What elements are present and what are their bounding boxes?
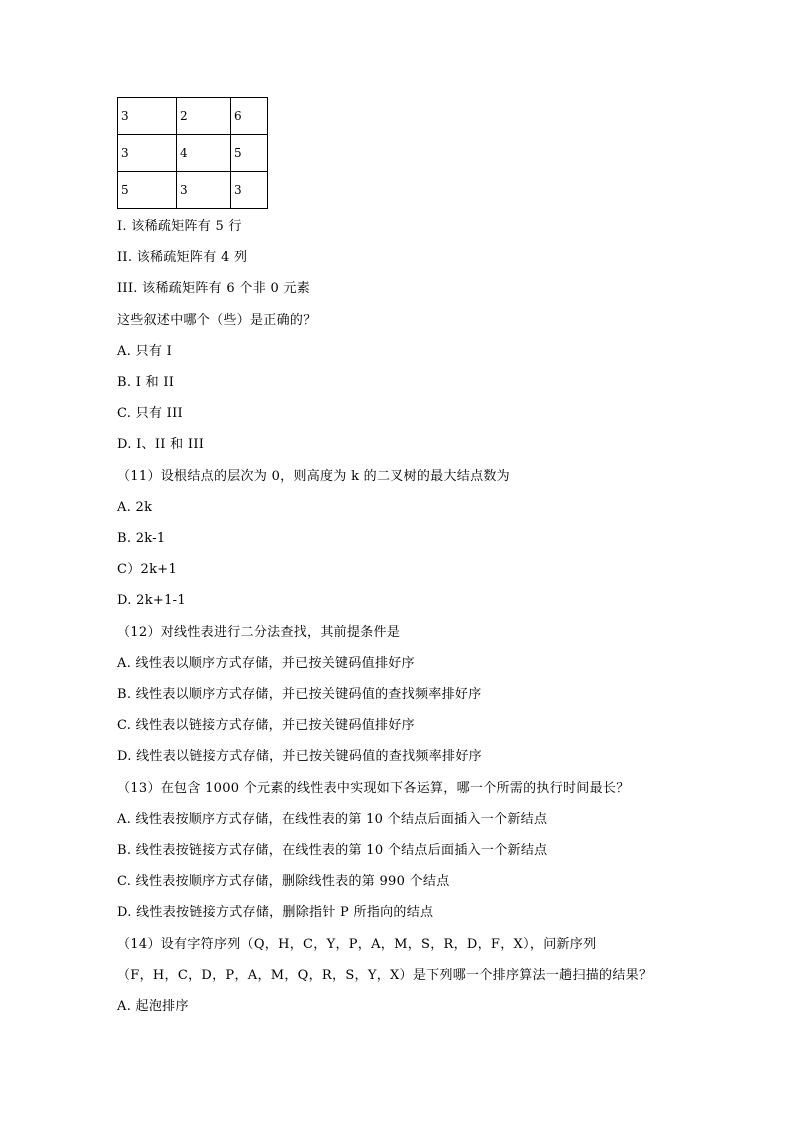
- table-row: [118, 135, 268, 172]
- option-a: A. 线性表以顺序方式存储，并已按关键码值排好序: [117, 656, 415, 671]
- table-cell: 3: [118, 135, 177, 172]
- table-cell: 4: [177, 135, 231, 172]
- option-c: C. 只有 III: [117, 406, 183, 421]
- option-d: D. I、II 和 III: [117, 437, 205, 452]
- statement-i: I. 该稀疏矩阵有 5 行: [117, 219, 242, 234]
- sparse-matrix-table: [117, 97, 268, 209]
- option-b: B. 线性表按链接方式存储，在线性表的第 10 个结点后面插入一个新结点: [117, 843, 548, 858]
- table-cell: 5: [118, 172, 177, 209]
- option-c: C. 线性表按顺序方式存储，删除线性表的第 990 个结点: [117, 874, 450, 889]
- option-b: B. 线性表以顺序方式存储，并已按关键码值的查找频率排好序: [117, 687, 482, 702]
- table-cell: 5: [231, 135, 268, 172]
- question-14-continued: （F，H，C，D，P，A，M，Q，R，S，Y，X）是下列哪一个排序算法一趟扫描的结果？: [117, 968, 653, 983]
- question-12: （12）对线性表进行二分法查找，其前提条件是: [117, 625, 401, 640]
- table-row: [118, 98, 268, 135]
- table-cell: 3: [118, 98, 177, 135]
- option-a: A. 2k: [117, 500, 153, 515]
- option-b: B. 2k-1: [117, 531, 166, 546]
- option-d: D. 线性表以链接方式存储，并已按关键码值的查找频率排好序: [117, 749, 482, 764]
- question-13: （13）在包含 1000 个元素的线性表中实现如下各运算，哪一个所需的执行时间最长？: [117, 781, 630, 796]
- option-a: A. 只有 I: [117, 344, 173, 359]
- table-cell: 6: [231, 98, 268, 135]
- option-d: D. 线性表按链接方式存储，删除指针 P 所指向的结点: [117, 905, 434, 920]
- option-a: A. 线性表按顺序方式存储，在线性表的第 10 个结点后面插入一个新结点: [117, 812, 548, 827]
- option-c: C）2k+1: [117, 562, 178, 577]
- table-row: [118, 172, 268, 209]
- option-a: A. 起泡排序: [117, 999, 189, 1014]
- table-cell: 3: [177, 172, 231, 209]
- statement-ii: II. 该稀疏矩阵有 4 列: [117, 250, 248, 265]
- statement-iii: III. 该稀疏矩阵有 6 个非 0 元素: [117, 281, 311, 296]
- question-14: （14）设有字符序列（Q，H，C，Y，P，A，M，S，R，D，F，X），问新序列: [117, 937, 597, 952]
- question-11: （11）设根结点的层次为 0，则高度为 k 的二叉树的最大结点数为: [117, 469, 510, 484]
- option-c: C. 线性表以链接方式存储，并已按关键码值排好序: [117, 718, 415, 733]
- option-b: B. I 和 II: [117, 375, 175, 390]
- table-cell: 3: [231, 172, 268, 209]
- option-d: D. 2k+1-1: [117, 593, 186, 608]
- question-prompt: 这些叙述中哪个（些）是正确的？: [117, 313, 317, 328]
- table-cell: 2: [177, 98, 231, 135]
